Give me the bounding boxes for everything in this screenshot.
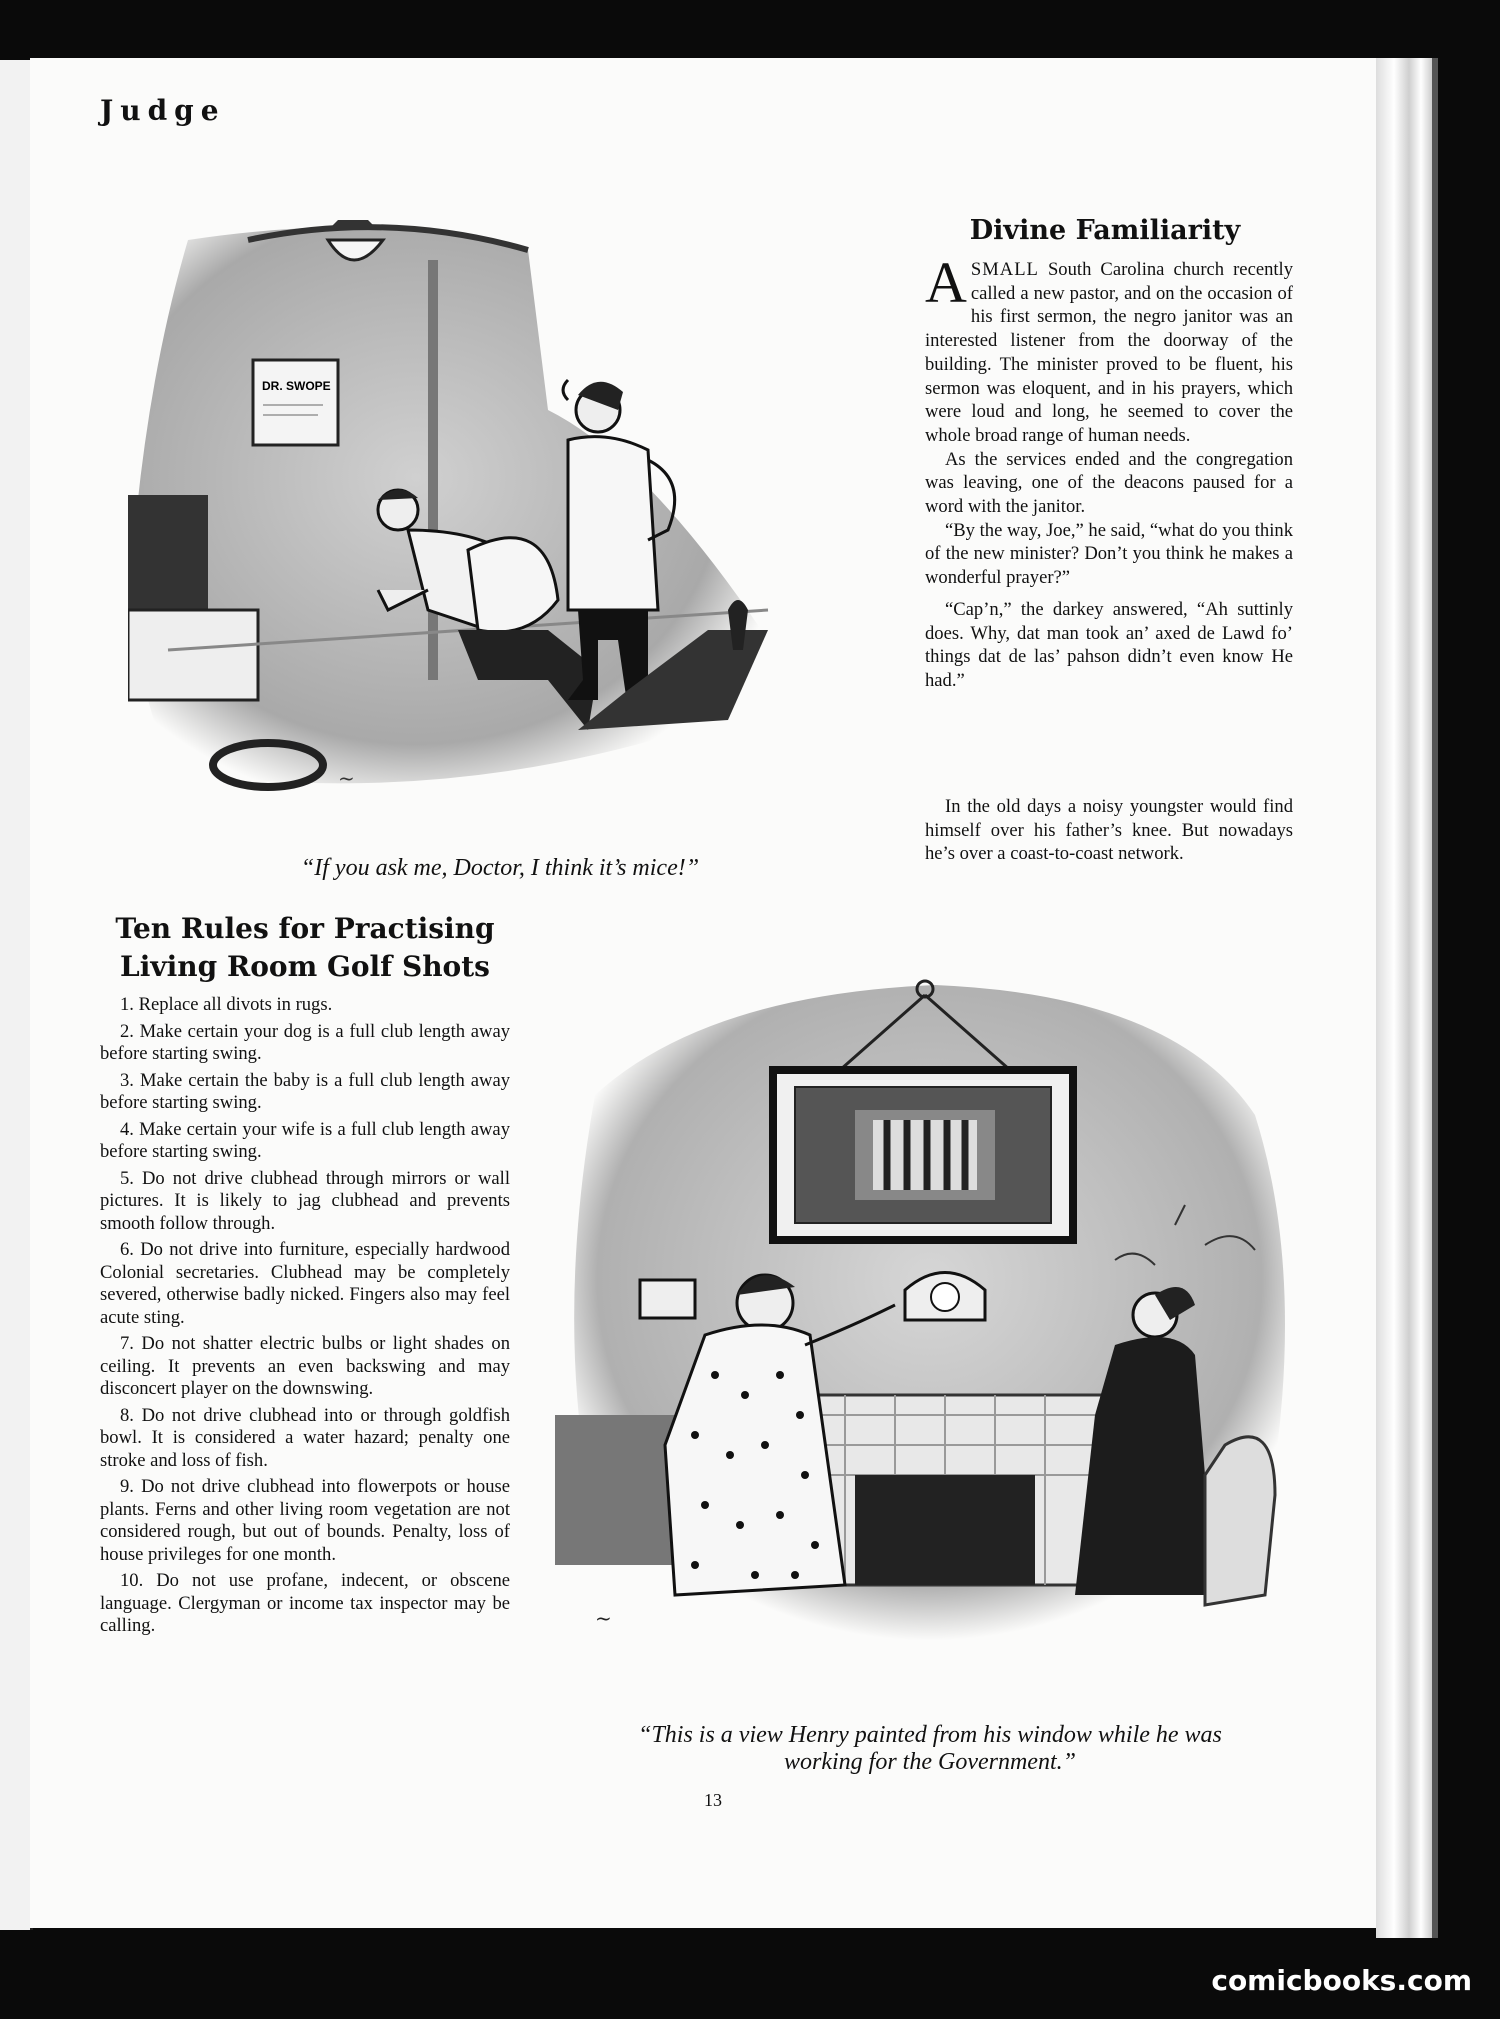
rule-item: 4. Make certain your wife is a full club length away before starting swing. — [100, 1118, 510, 1162]
rule-item: 7. Do not shatter electric bulbs or light shades on ceiling. It prevents an even backswing and may disconcert player on the downswing. — [100, 1333, 510, 1399]
rule-item: 6. Do not drive into furniture, especially hardwood Colonial secretaries. Clubhead may be completely severed, otherwise badly nicked. Fingers also may feel acute sting. — [100, 1239, 510, 1328]
masthead: Judge — [100, 94, 226, 127]
page-stack-edge — [1376, 58, 1436, 1938]
rules-title-line-2: Living Room Golf Shots — [120, 950, 490, 983]
story-paragraph-4: “Cap’n,” the darkey answered, “Ah suttinly does. Why, dat man took an’ axed de Lawd fo’ things dat de las’ pahson didn’t even know He had.” — [925, 598, 1293, 691]
page-stack-shadow — [1432, 58, 1438, 1938]
rule-item: 10. Do not use profane, indecent, or obscene language. Clergyman or income tax inspector may be calling. — [100, 1570, 510, 1636]
site-watermark: comicbooks.com — [1211, 1964, 1472, 1997]
rule-item: 3. Make certain the baby is a full club length away before starting swing. — [100, 1069, 510, 1113]
filler-text: In the old days a noisy youngster would find himself over his father’s knee. But nowadays he’s over a coast-to-coast network. — [925, 796, 1293, 865]
lead-caps: SMALL — [970, 259, 1039, 280]
svg-text:~: ~ — [595, 1606, 612, 1630]
sign-text: DR. SWOPE — [262, 379, 331, 393]
rule-item: 2. Make certain your dog is a full club length away before starting swing. — [100, 1020, 510, 1064]
previous-page-edge — [0, 60, 33, 1930]
drop-cap: A — [925, 250, 967, 315]
cartoon2-caption-line-1: “This is a view Henry painted from his window while he was — [638, 1722, 1222, 1748]
story-paragraph-1-text: South Carolina church recently called a new pastor, and on the occasion of his first sermon, the negro janitor was an interested listener from the doorway of the building. The minister proved to be fluent, his sermon was eloquent, and in his prayers, which were loud and long, he seemed to cover the whole broad range of human needs. — [925, 259, 1293, 446]
rule-item: 8. Do not drive clubhead into or through goldfish bowl. It is considered a water hazard; penalty one stroke and loss of fish. — [100, 1404, 510, 1471]
story-paragraph-1 — [925, 250, 1293, 448]
cartoon-doctor-office — [128, 210, 888, 850]
cartoon2-caption — [560, 1722, 1300, 1776]
story-paragraph-2: As the services ended and the congregation was leaving, one of the deacons paused for a word with the janitor. — [925, 448, 1293, 518]
filler-joke — [925, 795, 1293, 866]
rules-list — [100, 994, 510, 1642]
rule-item: 5. Do not drive clubhead through mirrors or wall pictures. It is likely to jag clubhead and prevents smooth follow through. — [100, 1167, 510, 1234]
story-body — [925, 250, 1293, 693]
story-title: Divine Familiarity — [969, 215, 1241, 246]
story-paragraph-3: “By the way, Joe,” he said, “what do you think of the new minister? Don’t you think he makes a wonderful prayer?” — [925, 519, 1293, 589]
page-number: 13 — [704, 1790, 722, 1810]
rules-title-line-1: Ten Rules for Practising — [115, 912, 495, 945]
cartoon-living-room — [555, 975, 1305, 1695]
rule-item: 9. Do not drive clubhead into flowerpots or house plants. Ferns and other living room vegetation are not considered rough, but out of bounds. Penalty, loss of house privileges for one month. — [100, 1476, 510, 1565]
svg-text:~: ~ — [338, 766, 355, 790]
cartoon2-caption-line-2: working for the Government.” — [784, 1749, 1076, 1775]
cartoon1-caption: “If you ask me, Doctor, I think it’s mice!” — [300, 855, 700, 881]
rules-title — [100, 910, 510, 986]
rule-item: 1. Replace all divots in rugs. — [120, 994, 333, 1015]
